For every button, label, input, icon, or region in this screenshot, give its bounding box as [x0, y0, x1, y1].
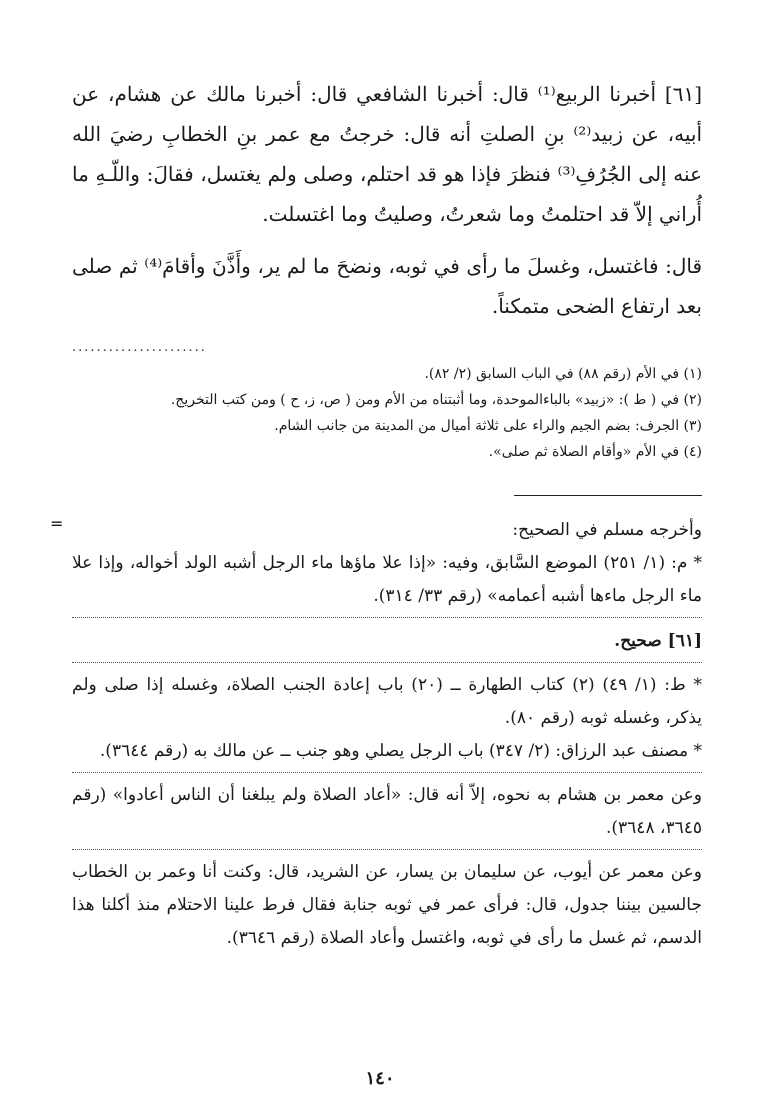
footnote-separator-dots: ...................... — [72, 340, 207, 355]
takhrij-heading: [٦١] صحيح. — [614, 631, 702, 651]
takhrij-muslim: * م: (١/ ٢٥١) الموضع السَّابق، وفيه: «إذا علا ماؤها ماء الرجل أشبه الولد أخواله، وإذا علا ماء الرجل ماءها أشبه أعمامه» (رقم ٣٣/ ٣١٤). — [72, 553, 702, 606]
section-rule — [72, 617, 702, 618]
continuation-intro: وأخرجه مسلم في الصحيح: — [512, 520, 702, 540]
hadith-paragraph-2: قال: فاغتسل، وغسلَ ما رأى في ثوبه، ونضحَ ما لم ير، وأَذَّنَ وأقامَ⁽⁴⁾ ثم صلى بعد ارتفاع الضحى متمكناً. — [72, 254, 702, 318]
continuation-row — [50, 514, 702, 547]
footnotes — [72, 361, 702, 465]
takhrij-separator-line — [514, 495, 702, 496]
entry-rule-2 — [72, 849, 702, 850]
takhrij-mamar-2: وعن معمر عن أيوب، عن سليمان بن يسار، عن الشريد، قال: وكنت أنا وعمر بن الخطاب جالسين بيننا جدول، قال: فرأى عمر في ثوبه جنابة فقال فرط علينا الاحتلام منذ أكلنا هذا الدسم، ثم غسل ما رأى في ثوبه، واغتسل وأعاد الصلاة (رقم ٣٦٤٦). — [72, 862, 702, 948]
continuation-mark: = — [50, 514, 64, 533]
footnote-4: (٤) في الأم «وأقام الصلاة ثم صلى». — [488, 444, 702, 460]
heading-rule — [72, 662, 702, 663]
entry-rule-1 — [72, 772, 702, 773]
footnote-1: (١) في الأم (رقم ٨٨) في الباب السابق (٢/ ٨٢). — [424, 366, 702, 382]
footnote-2: (٢) في ( ط ): «زبيد» بالباءالموحدة، وما أثبتناه من الأم ومن ( ص، ز، ح ) ومن كتب التخريج. — [170, 392, 702, 408]
page-number: ١٤٠ — [365, 1068, 395, 1089]
footnote-3: (٣) الجرف: بضم الجيم والراء على ثلاثة أميال من المدينة من جانب الشام. — [274, 418, 702, 434]
hadith-paragraph-1: [٦١] أخبرنا الربيع⁽¹⁾ قال: أخبرنا الشافعي قال: أخبرنا مالك عن هشام، عن أبيه، عن زبيد⁽²⁾ بنِ الصلتِ أنه قال: خرجتُ مع عمر بنِ الخطابِ رضيَ الله عنه إلى الجُرُفِ⁽³⁾ فنظرَ فإذا هو قد احتلم، وصلى ولم يغتسل، فقالَ: واللّـهِ ما أُراني إلاّ قد احتلمتُ وما شعرتُ، وصليتُ وما اغتسلت. — [72, 82, 703, 226]
takhrij-abdrazzaq: * مصنف عبد الرزاق: (٢/ ٣٤٧) باب الرجل يصلي وهو جنب ــ عن مالك به (رقم ٣٦٤٤). — [99, 741, 702, 761]
page-body — [50, 74, 703, 955]
takhrij-mamar-1: وعن معمر بن هشام به نحوه، إلاّ أنه قال: «أعاد الصلاة ولم يبلغنا أن الناس أعادوا» (رقم ٣٦٤٥، ٣٦٤٨). — [72, 785, 702, 838]
takhrij-muwatta: * ط: (١/ ٤٩) (٢) كتاب الطهارة ــ (٢٠) باب إعادة الجنب الصلاة، وغسله إذا صلى ولم يذكر، وغسله ثوبه (رقم ٨٠). — [72, 675, 703, 728]
